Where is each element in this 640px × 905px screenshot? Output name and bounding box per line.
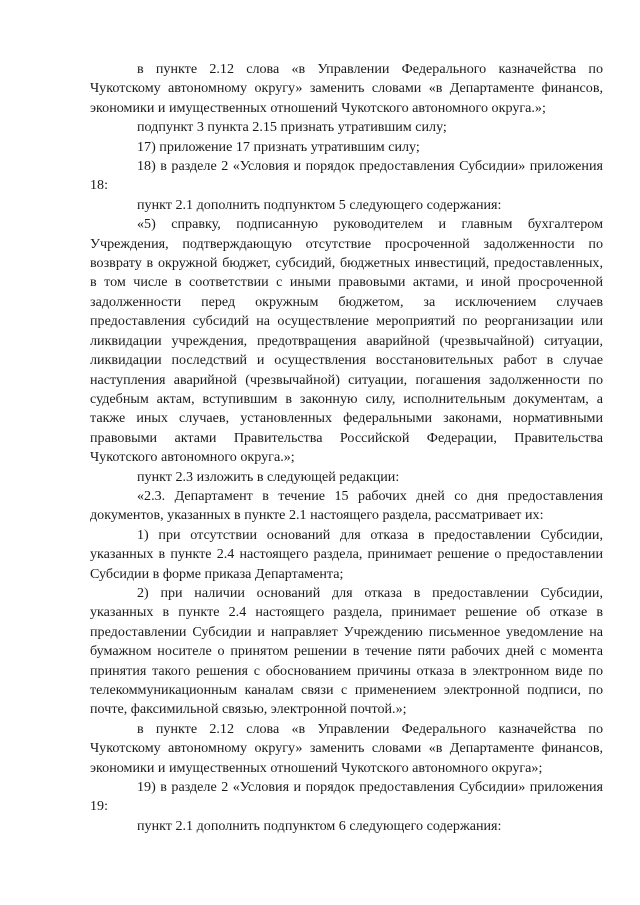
- paragraph: подпункт 3 пункта 2.15 признать утратившим силу;: [137, 119, 447, 136]
- paragraph: в пункте 2.12 слова «в Управлении Федерального казначейства по Чукотскому автономному округу» заменить словами «в Департаменте финансов, экономики и имущественных отношений Чукотского автономного округа.»;: [90, 61, 603, 116]
- paragraph: пункт 2.1 дополнить подпунктом 5 следующего содержания:: [137, 196, 502, 213]
- paragraph: 18) в разделе 2 «Условия и порядок предоставления Субсидии» приложения 18:: [90, 158, 603, 194]
- paragraph: в пункте 2.12 слова «в Управлении Федерального казначейства по Чукотскому автономному округу» заменить словами «в Департаменте финансов, экономики и имущественных отношений Чукотского автономного округа»;: [90, 720, 603, 776]
- paragraph: пункт 2.1 дополнить подпунктом 6 следующего содержания:: [137, 817, 502, 834]
- paragraph: «2.3. Департамент в течение 15 рабочих дней со дня предоставления документов, указанных в пункте 2.1 настоящего раздела, рассматривает их:: [90, 487, 603, 524]
- paragraph: 17) приложение 17 признать утратившим силу;: [137, 138, 420, 155]
- paragraph: 2) при наличии оснований для отказа в предоставлении Субсидии, указанных в пункте 2.4 настоящего раздела, принимает решение об отказе в предоставлении Субсидии и направляет Учреждению письменное уведомление на бумажном носителе о принятом решении в течение пяти рабочих дней с момента принятия такого решения с обоснованием причины отказа в электронном виде по телекоммуникационным каналам связи с применением электронной подписи, по почте, факсимильной связью, электронной почтой.»;: [90, 584, 603, 718]
- document-page: [90, 60, 603, 836]
- paragraph: «5) справку, подписанную руководителем и главным бухгалтером Учреждения, подтверждающую отсутствие просроченной задолженности по возврату в окружной бюджет, субсидий, бюджетных инвестиций, предоставленных, в том числе в соответствии с иными правовыми актами, и иной просроченной задолженности перед окружным бюджетом, за исключением случаев предоставления субсидий на осуществление мероприятий по реорганизации или ликвидации учреждения, предотвращения аварийной (чрезвычайной) ситуации, ликвидации последствий и осуществления восстановительных работ в случае наступления аварийной (чрезвычайной) ситуации, погашения задолженности по судебным актам, вступившим в законную силу, исполнительным документам, а также иных случаев, установленных федеральными законами, нормативными правовыми актами Правительства Российской Федерации, Правительства Чукотского автономного округа.»;: [90, 216, 603, 466]
- paragraph: 1) при отсутствии оснований для отказа в предоставлении Субсидии, указанных в пункте 2.4 настоящего раздела, принимает решение о предоставлении Субсидии в форме приказа Департамента;: [90, 526, 603, 582]
- paragraph: пункт 2.3 изложить в следующей редакции:: [137, 468, 400, 485]
- paragraph: 19) в разделе 2 «Условия и порядок предоставления Субсидии» приложения 19:: [90, 779, 603, 815]
